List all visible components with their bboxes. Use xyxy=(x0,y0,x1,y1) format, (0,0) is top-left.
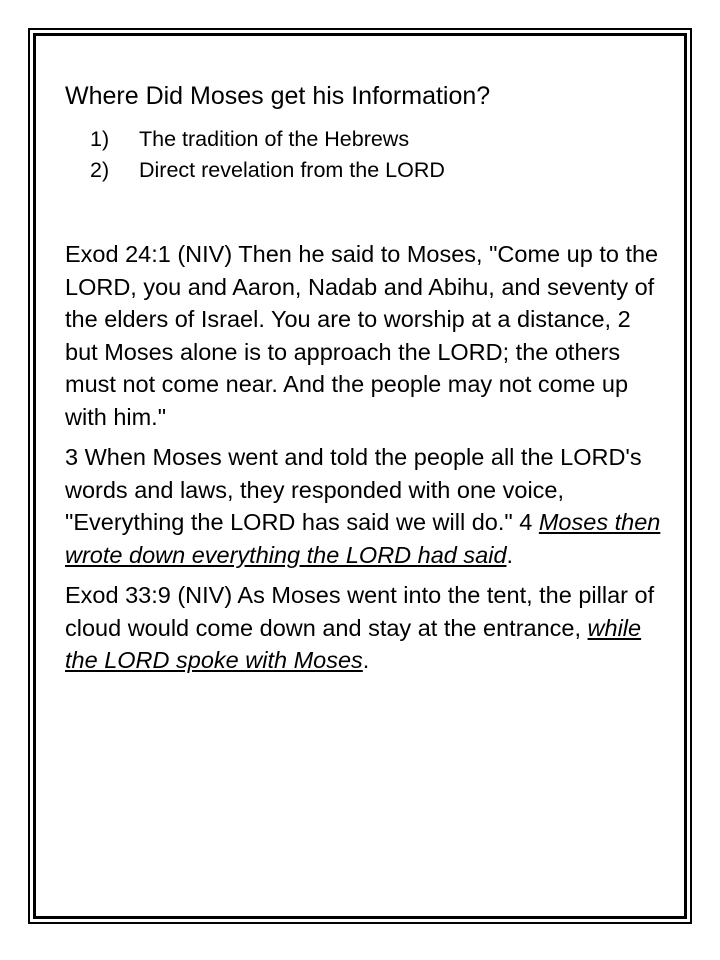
list-item xyxy=(65,124,665,155)
passage-text: Exod 33:9 (NIV) As Moses went into the tent, the pillar of cloud would come down and stay at the entrance, xyxy=(65,582,655,641)
list-number: 2) xyxy=(90,158,110,182)
passage-exod-33-9 xyxy=(65,579,661,677)
passage-text: 3 When Moses went and told the people all the LORD's words and laws, they responded with one voice, "Everything the LORD has said we will do." 4 xyxy=(65,444,642,535)
emphasized-text: Moses then wrote down everything the LORD had said xyxy=(65,509,661,568)
page-title: Where Did Moses get his Information? xyxy=(65,82,491,110)
list-text: The tradition of the Hebrews xyxy=(139,127,410,151)
passage-exod-24-3 xyxy=(65,441,661,571)
passage-text-end: . xyxy=(362,647,370,673)
list-number: 1) xyxy=(90,127,110,151)
sources-list xyxy=(65,124,665,186)
passage-text-end: . xyxy=(506,541,514,568)
list-item xyxy=(65,155,665,186)
list-text: Direct revelation from the LORD xyxy=(139,158,445,182)
emphasized-text: while the LORD spoke with Moses xyxy=(65,614,642,673)
passage-exod-24-1: Exod 24:1 (NIV) Then he said to Moses, "Come up to the LORD, you and Aaron, Nadab and Abihu, and seventy of the elders of Israel. You are to worship at a distance, 2 but Moses alone is to approach the LORD; the others must not come near. And the people may not come up with him." xyxy=(65,241,659,430)
slide-content xyxy=(65,78,665,677)
